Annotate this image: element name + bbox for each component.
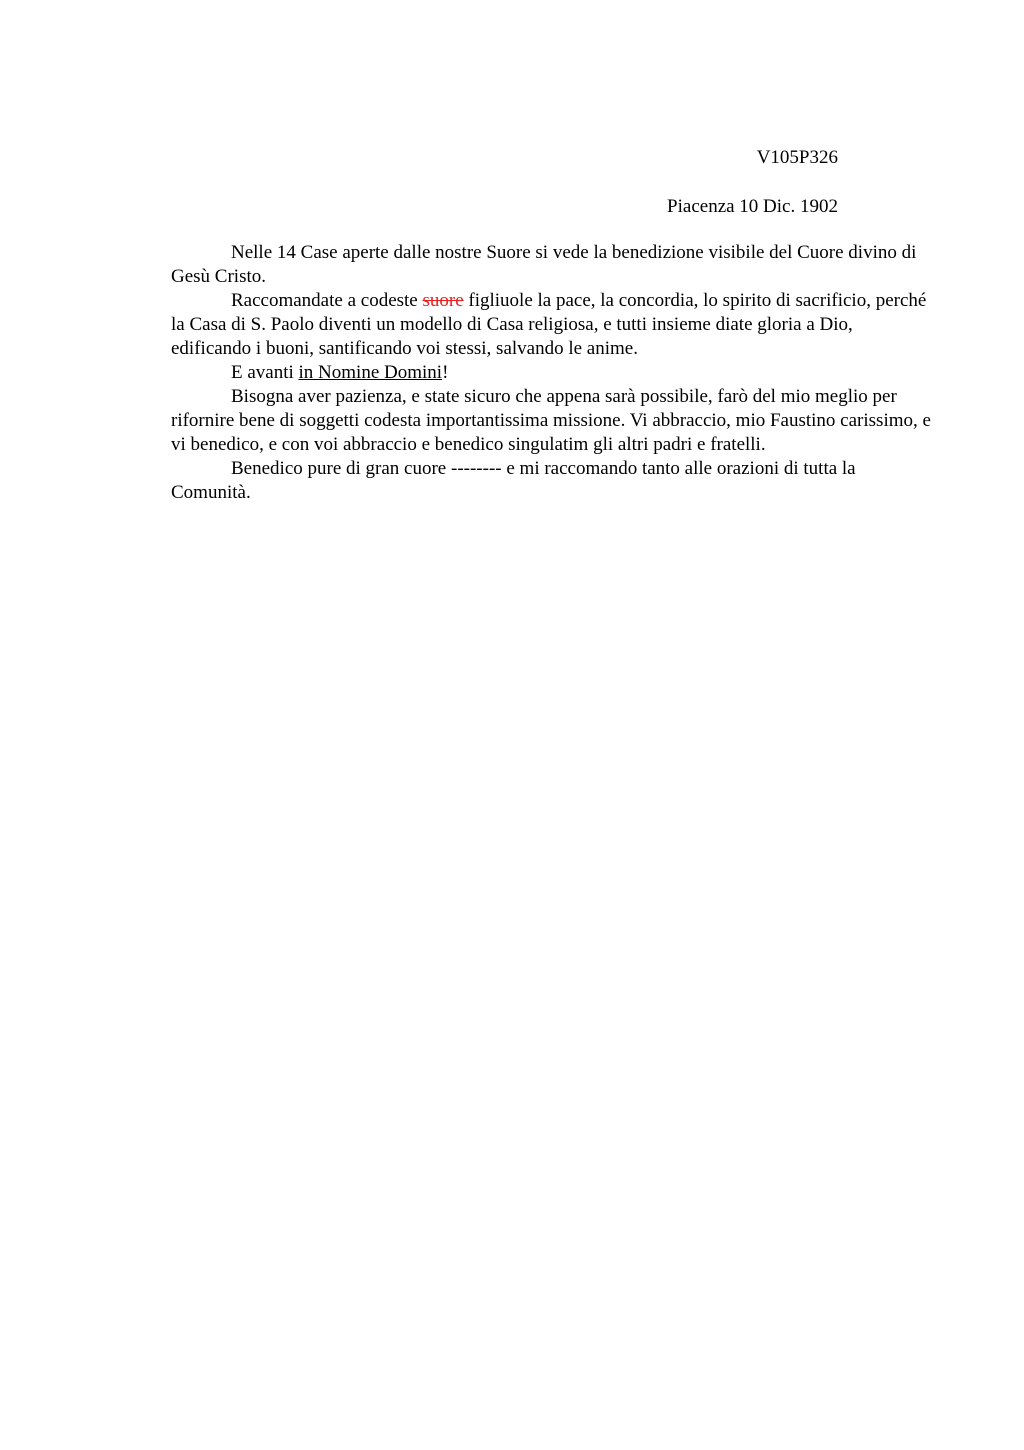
paragraph-3-after: ! (442, 362, 449, 383)
document-reference: V105P326 (756, 147, 838, 168)
date-line: Piacenza 10 Dic. 1902 (667, 196, 838, 217)
struck-word: suore (422, 290, 464, 311)
paragraph-2 (171, 289, 931, 361)
paragraph-2-before: Raccomandate a codeste (231, 290, 423, 311)
paragraph-4: Bisogna aver pazienza, e state sicuro che appena sarà possibile, farò del mio meglio per rifornire bene di soggetti codesta importantissima missione. Vi abbraccio, mio Faustino carissimo, e vi benedico, e con voi abbraccio e benedico singulatim gli altri padri e fratelli. (171, 386, 931, 455)
paragraph-3 (171, 361, 931, 385)
paragraph-5: Benedico pure di gran cuore -------- e mi raccomando tanto alle orazioni di tutta la Comunità. (171, 458, 856, 503)
paragraph-2-after: figliuole la pace, la concordia, lo spirito di sacrificio, perché la Casa di S. Paolo diventi un modello di Casa religiosa, e tutti insieme diate gloria a Dio, edificando i buoni, santificando voi stessi, salvando le anime. (171, 290, 927, 359)
paragraph-1: Nelle 14 Case aperte dalle nostre Suore si vede la benedizione visibile del Cuore divino di Gesù Cristo. (171, 242, 917, 287)
letter-body (171, 241, 931, 505)
paragraph-3-before: E avanti (231, 362, 299, 383)
underlined-phrase: in Nomine Domini (298, 362, 443, 383)
